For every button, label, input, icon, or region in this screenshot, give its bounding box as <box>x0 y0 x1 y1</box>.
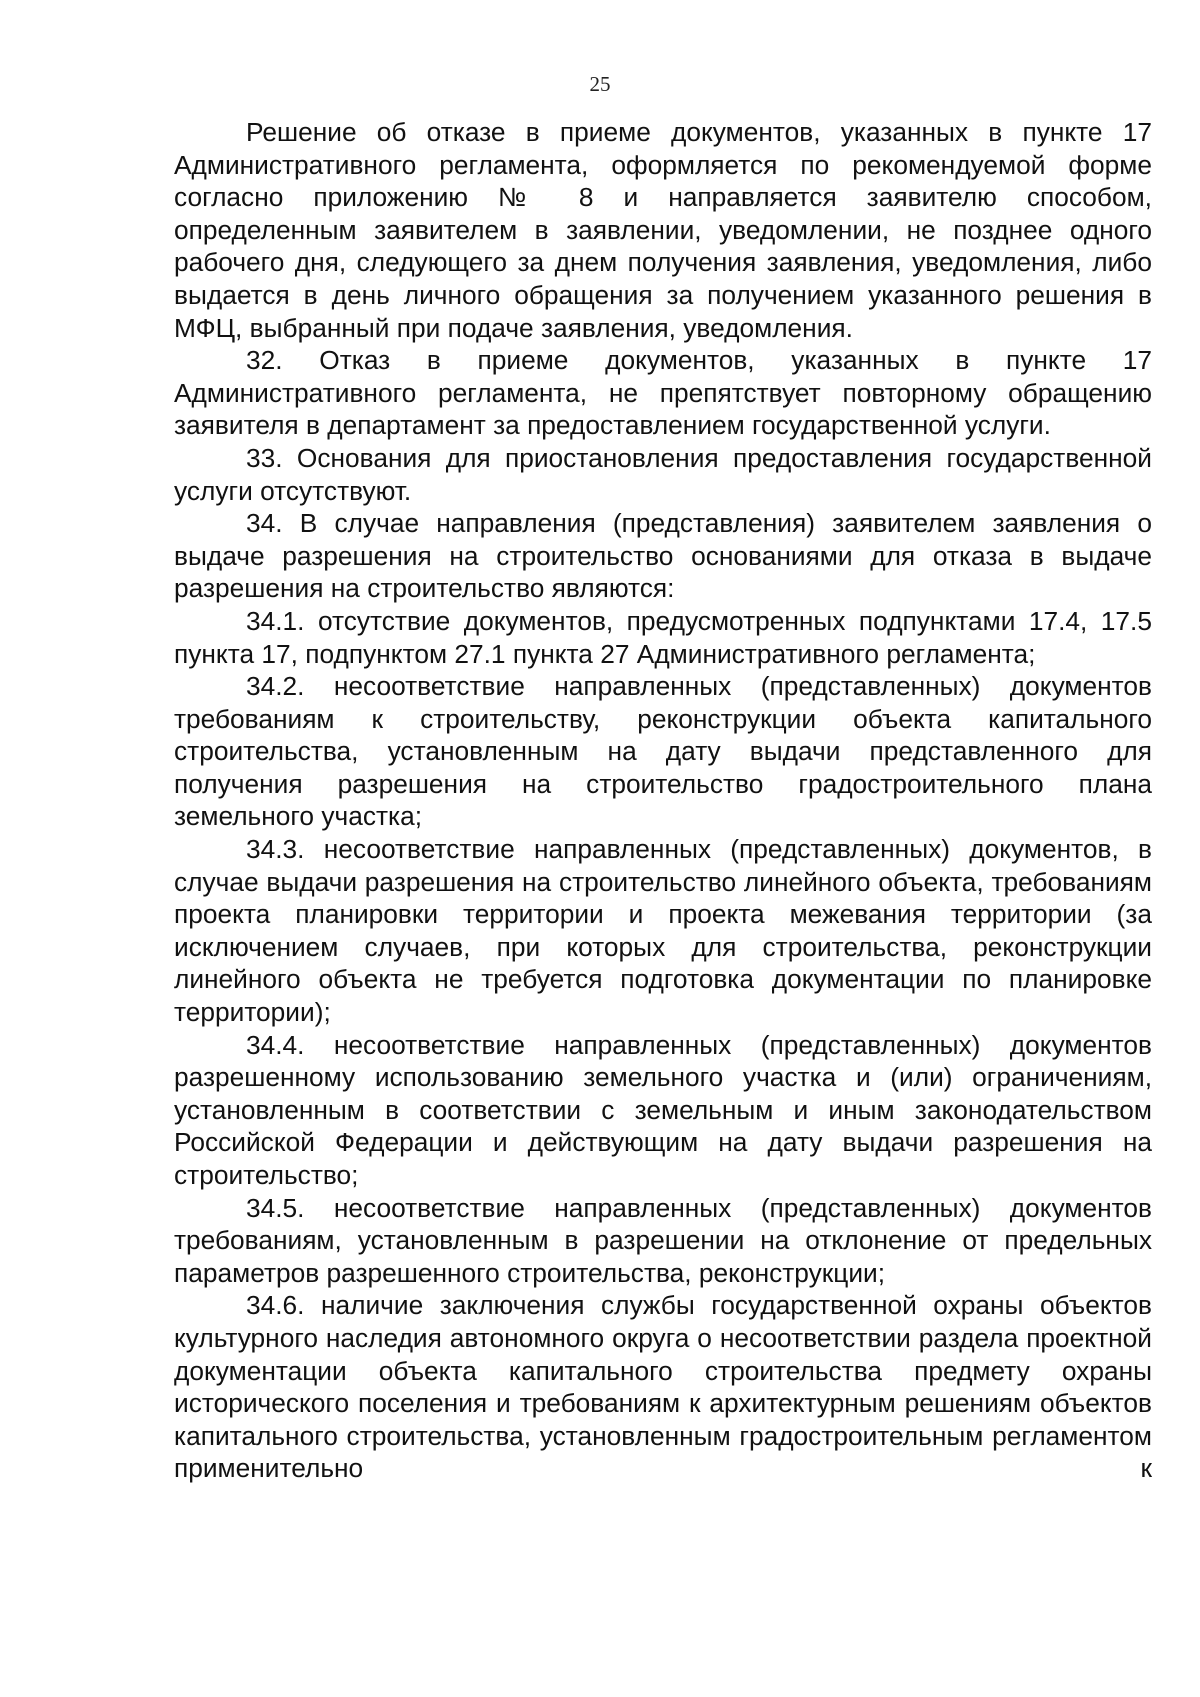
paragraph-34-6: 34.6. наличие заключения службы государственной охраны объектов культурного наследия автономного округа о несоответствии раздела проектной документации объекта капитального строительства предмету охраны исторического поселения и требованиям к архитектурным решениям объектов капитального строительства, установленным градостроительным регламентом применительно к <box>174 1290 1152 1484</box>
paragraph-34-1: 34.1. отсутствие документов, предусмотренных подпунктами 17.4, 17.5 пункта 17, подпунктом 27.1 пункта 27 Административного регламента; <box>174 605 1152 669</box>
paragraph-refusal-decision: Решение об отказе в приеме документов, указанных в пункте 17 Административного регламента, оформляется по рекомендуемой форме согласно приложению № 8 и направляется заявителю способом, определенным заявителем в заявлении, уведомлении, не позднее одного рабочего дня, следующего за днем получения заявления, уведомления, либо выдается в день личного обращения за получением указанного решения в МФЦ, выбранный при подаче заявления, уведомления. <box>174 117 1152 343</box>
paragraph-34-4: 34.4. несоответствие направленных (представленных) документов разрешенному использованию земельного участка и (или) ограничениям, установленным в соответствии с земельным и иным законодательством Российской Федерации и действующим на дату выдачи разрешения на строительство; <box>174 1029 1152 1190</box>
page-number: 25 <box>589 72 611 96</box>
paragraph-34-3: 34.3. несоответствие направленных (представленных) документов, в случае выдачи разрешения на строительство линейного объекта, требованиям проекта планировки территории и проекта межевания территории (за исключением случаев, при которых для строительства, реконструкции линейного объекта не требуется подготовка документации по планировке территории); <box>174 834 1152 1028</box>
paragraph-34-2: 34.2. несоответствие направленных (представленных) документов требованиям к строительству, реконструкции объекта капитального строительства, установленным на дату выдачи представленного для получения разрешения на строительство градостроительного плана земельного участка; <box>174 671 1152 832</box>
paragraph-34-5: 34.5. несоответствие направленных (представленных) документов требованиям, установленным в разрешении на отклонение от предельных параметров разрешенного строительства, реконструкции; <box>174 1192 1152 1288</box>
paragraph-32: 32. Отказ в приеме документов, указанных в пункте 17 Административного регламента, не препятствует повторному обращению заявителя в департамент за предоставлением государственной услуги. <box>174 345 1152 441</box>
paragraph-33: 33. Основания для приостановления предоставления государственной услуги отсутствуют. <box>174 442 1152 506</box>
document-body <box>174 116 1152 1485</box>
paragraph-34: 34. В случае направления (представления) заявителем заявления о выдаче разрешения на строительство основаниями для отказа в выдаче разрешения на строительство являются: <box>174 508 1152 604</box>
